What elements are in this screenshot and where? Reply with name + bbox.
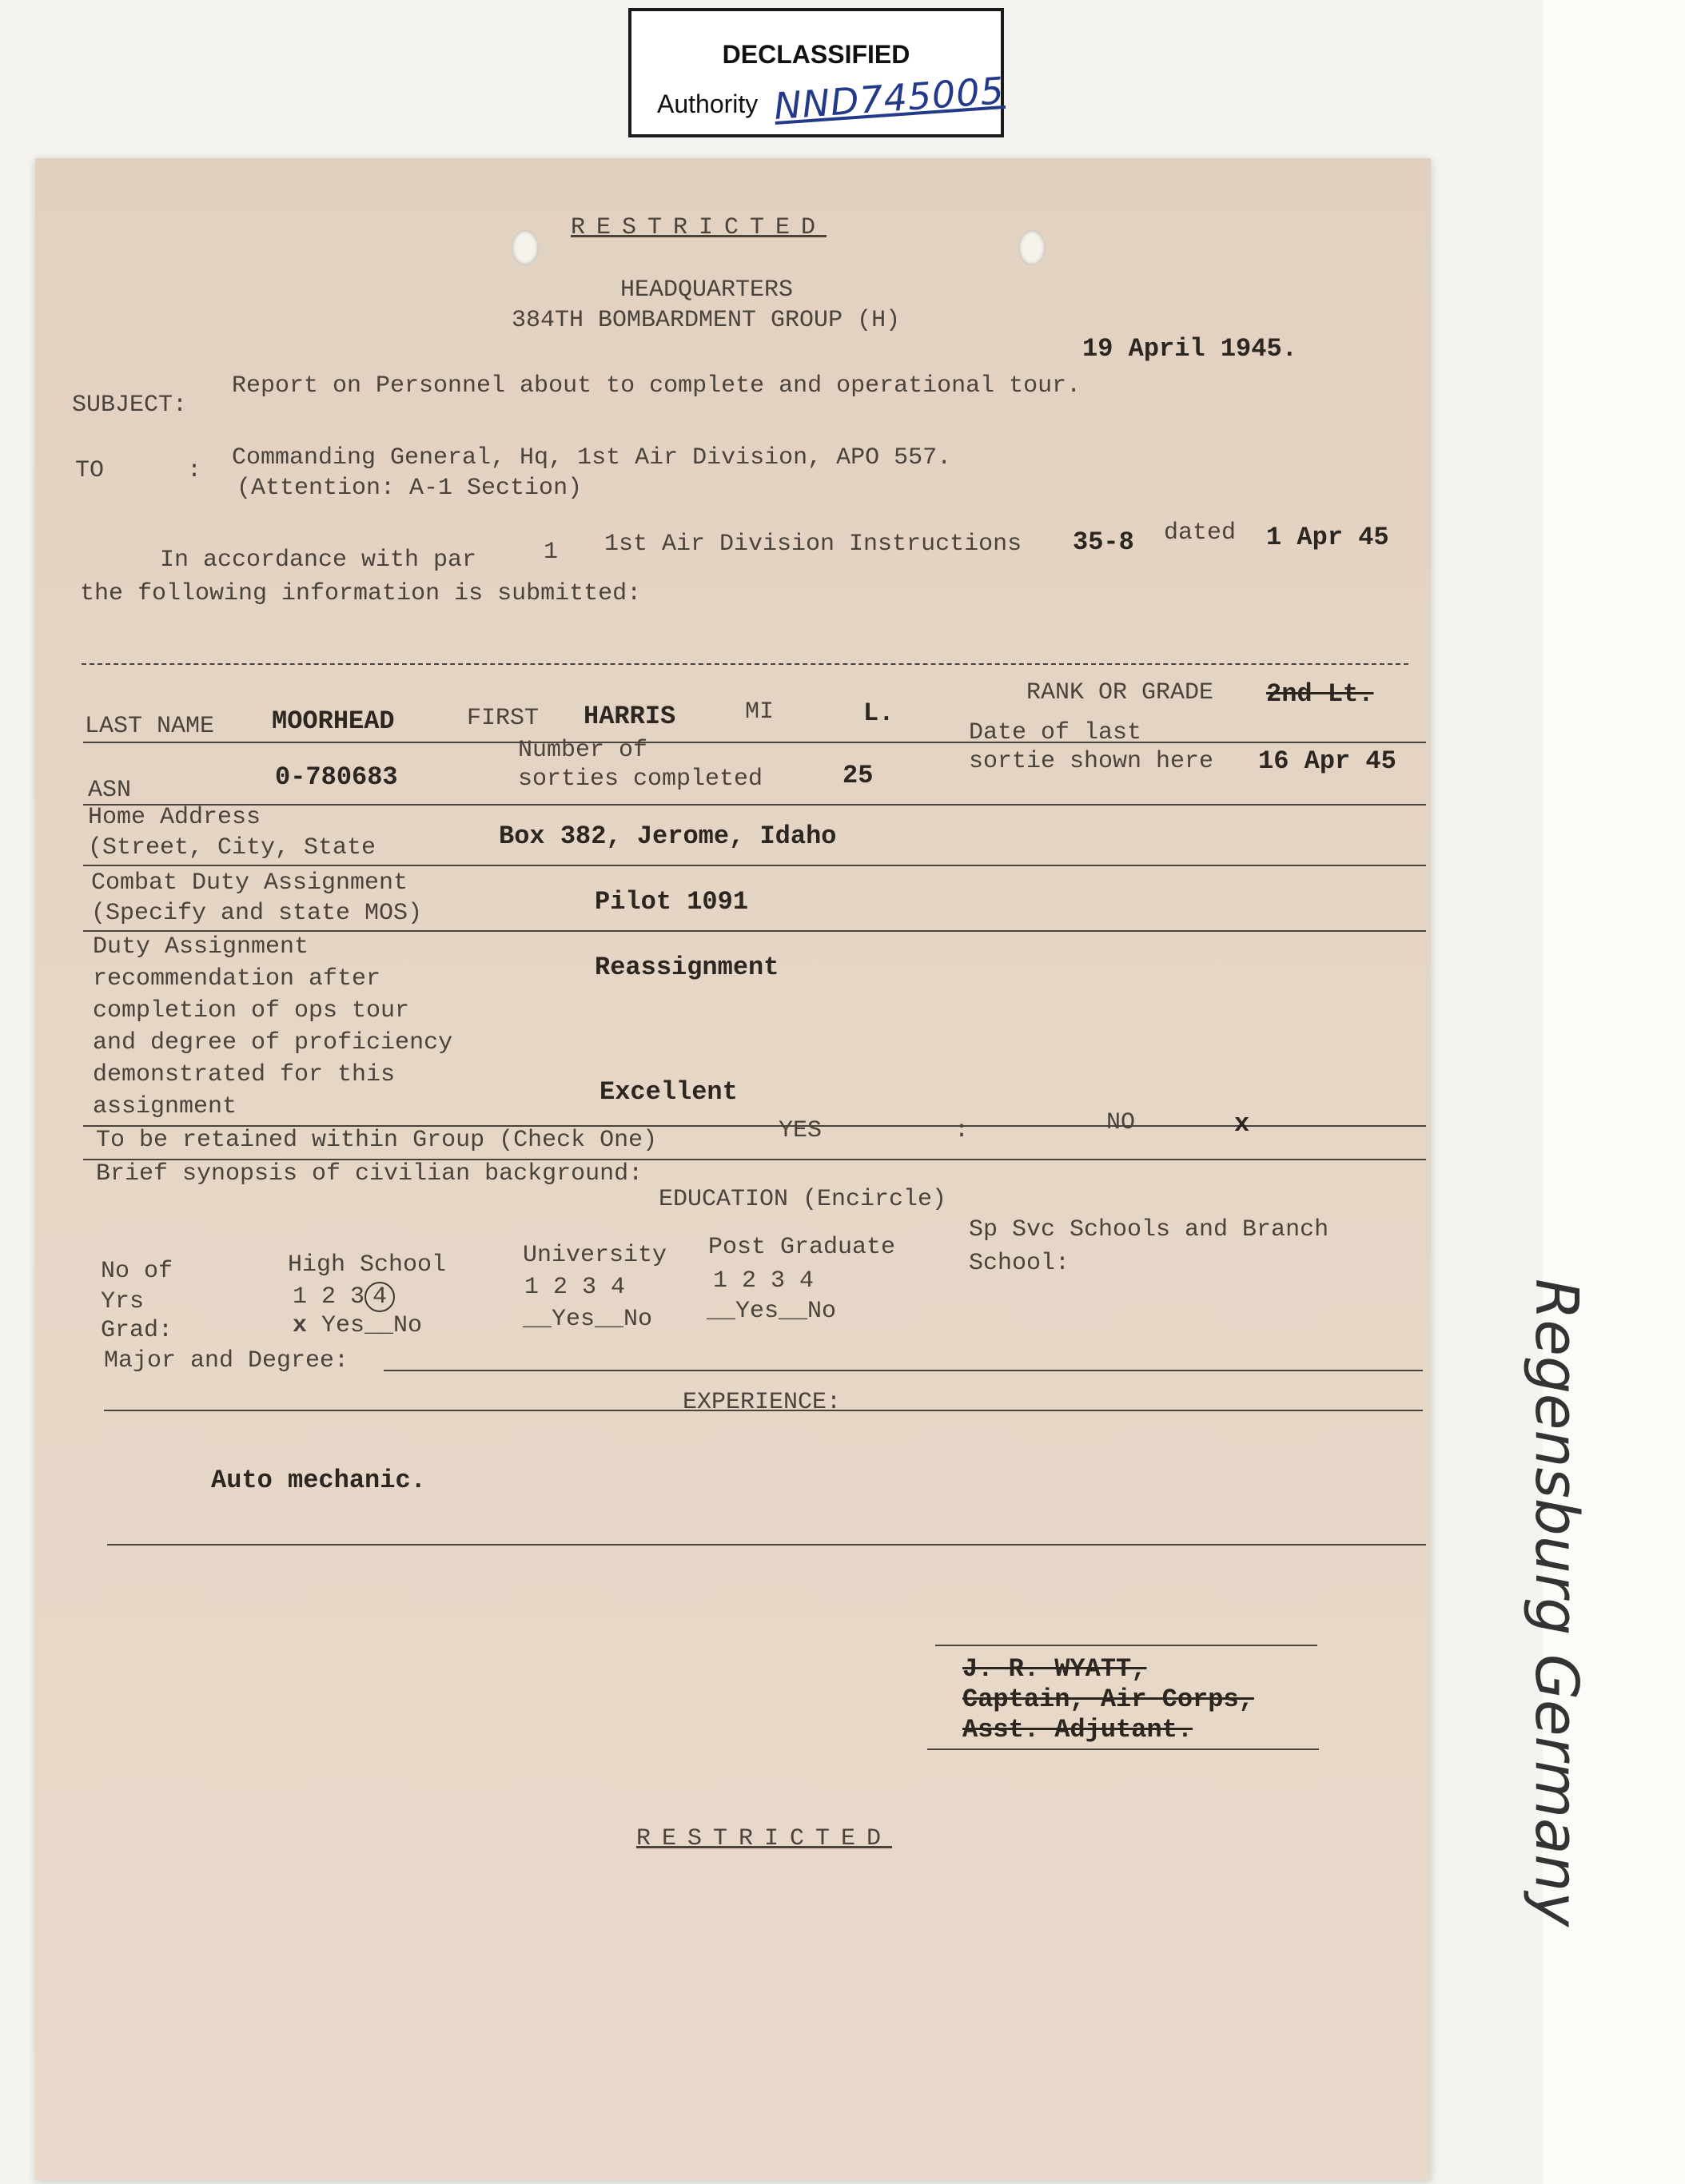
experience-label: EXPERIENCE: [683,1389,842,1416]
asn-value: 0-780683 [275,762,398,792]
special-schools-label-1: Sp Svc Schools and Branch [969,1216,1329,1243]
grad-label: Grad: [101,1317,173,1344]
high-school-years-text: 1 2 3 [293,1283,365,1311]
document-page [35,158,1431,2180]
to-label: TO [75,457,105,484]
combat-duty-label-2: (Specify and state MOS) [91,900,423,927]
restricted-header: RESTRICTED [571,214,827,241]
high-school-years [293,1282,395,1312]
par-number: 1 [544,539,559,566]
last-name-value: MOORHEAD [272,706,395,736]
to-line-1: Commanding General, Hq, 1st Air Division, APO 557. [232,444,952,471]
combat-duty-value: Pilot 1091 [595,887,749,917]
major-degree-line [384,1370,1423,1371]
special-schools-label-2: School: [969,1250,1070,1277]
duty-label-1: Duty Assignment [93,933,309,961]
para-instructions: 1st Air Division Instructions [604,531,1022,558]
home-row-line [83,865,1426,866]
divider-line [82,663,1408,665]
stamp-title: DECLASSIFIED [722,40,910,69]
last-sortie-label-1: Date of last [969,719,1142,746]
education-label: EDUCATION (Encircle) [659,1186,947,1213]
handwritten-margin-note: Regensburg Germany [1522,1279,1591,1927]
signature-line-1 [935,1645,1317,1646]
mi-label: MI [745,698,775,726]
home-address-value: Box 382, Jerome, Idaho [499,821,837,851]
high-school-label: High School [288,1251,447,1279]
home-address-label-2: (Street, City, State [88,834,376,861]
last-sortie-label-2: sortie shown here [969,748,1214,775]
combat-duty-label-1: Combat Duty Assignment [91,869,408,897]
no-of-label: No of [101,1258,173,1285]
subject-text: Report on Personnel about to complete and operational tour. [232,372,1082,400]
sorties-label-2: sorties completed [518,766,763,793]
stamp-authority-label: Authority [657,90,759,118]
university-years: 1 2 3 4 [524,1274,626,1301]
document-date: 19 April 1945. [1082,334,1297,364]
group-heading: 384TH BOMBARDMENT GROUP (H) [512,307,901,334]
asn-row-line [83,804,1426,806]
home-address-label-1: Home Address [88,804,261,831]
name-row-line [83,742,1426,743]
rank-label: RANK OR GRADE [1026,679,1214,706]
retained-label: To be retained within Group (Check One) [96,1127,658,1154]
high-school-grad [293,1312,422,1339]
para-submitted: the following information is submitted: [80,580,642,607]
high-school-grad-options: Yes__No [321,1312,423,1339]
first-name-value: HARRIS [584,702,676,731]
asn-label: ASN [88,777,132,804]
experience-value: Auto mechanic. [211,1466,426,1495]
last-name-label: LAST NAME [85,713,215,740]
dated-value: 1 Apr 45 [1266,523,1389,552]
university-grad: __Yes__No [523,1306,653,1333]
yrs-label: Yrs [101,1288,145,1315]
duty-label-2: recommendation after [93,965,381,993]
dated-label: dated [1164,519,1237,547]
high-school-selected-year: 4 [364,1282,395,1312]
mi-value: L. [863,698,894,728]
para-intro: In accordance with par [160,547,477,574]
retained-no-label: NO [1106,1109,1136,1136]
to-line-2: (Attention: A-1 Section) [237,475,583,502]
sorties-label-1: Number of [518,737,648,764]
post-graduate-years: 1 2 3 4 [713,1267,815,1295]
sorties-value: 25 [842,761,874,790]
first-name-label: FIRST [467,705,540,732]
duty-value: Reassignment [595,953,779,982]
retained-yes-label: YES [779,1117,823,1144]
signature-title: Asst. Adjutant. [962,1715,1193,1744]
restricted-footer: RESTRICTED [636,1825,893,1852]
retained-no-mark: x [1234,1109,1250,1139]
retained-colon: : [954,1117,970,1144]
high-school-grad-mark: x [293,1312,308,1339]
punch-hole-right [1018,230,1046,265]
instruction-number: 35-8 [1073,527,1134,557]
combat-row-line [83,930,1426,932]
to-colon: : [187,457,202,484]
subject-label: SUBJECT: [72,392,188,419]
punch-hole-left [512,230,539,265]
duty-label-3: completion of ops tour [93,997,410,1024]
duty-label-4: and degree of proficiency [93,1029,453,1056]
signature-name: J. R. WYATT, [962,1654,1147,1684]
signature-rank: Captain, Air Corps, [962,1685,1254,1714]
synopsis-label: Brief synopsis of civilian background: [96,1160,643,1187]
experience-row-line [107,1544,1426,1546]
rank-value: 2nd Lt. [1266,679,1374,709]
last-sortie-value: 16 Apr 45 [1258,746,1396,776]
major-degree-label: Major and Degree: [104,1347,349,1374]
university-label: University [523,1242,667,1269]
stamp-authority-code: NND745005 [772,68,1006,129]
headquarters-heading: HEADQUARTERS [620,276,794,304]
post-graduate-label: Post Graduate [708,1234,896,1261]
post-graduate-grad: __Yes__No [707,1298,837,1325]
declassified-stamp [628,8,1004,137]
signature-line-2 [927,1748,1319,1750]
proficiency-value: Excellent [600,1077,738,1107]
duty-label-5: demonstrated for this [93,1061,396,1088]
duty-label-6: assignment [93,1093,237,1120]
